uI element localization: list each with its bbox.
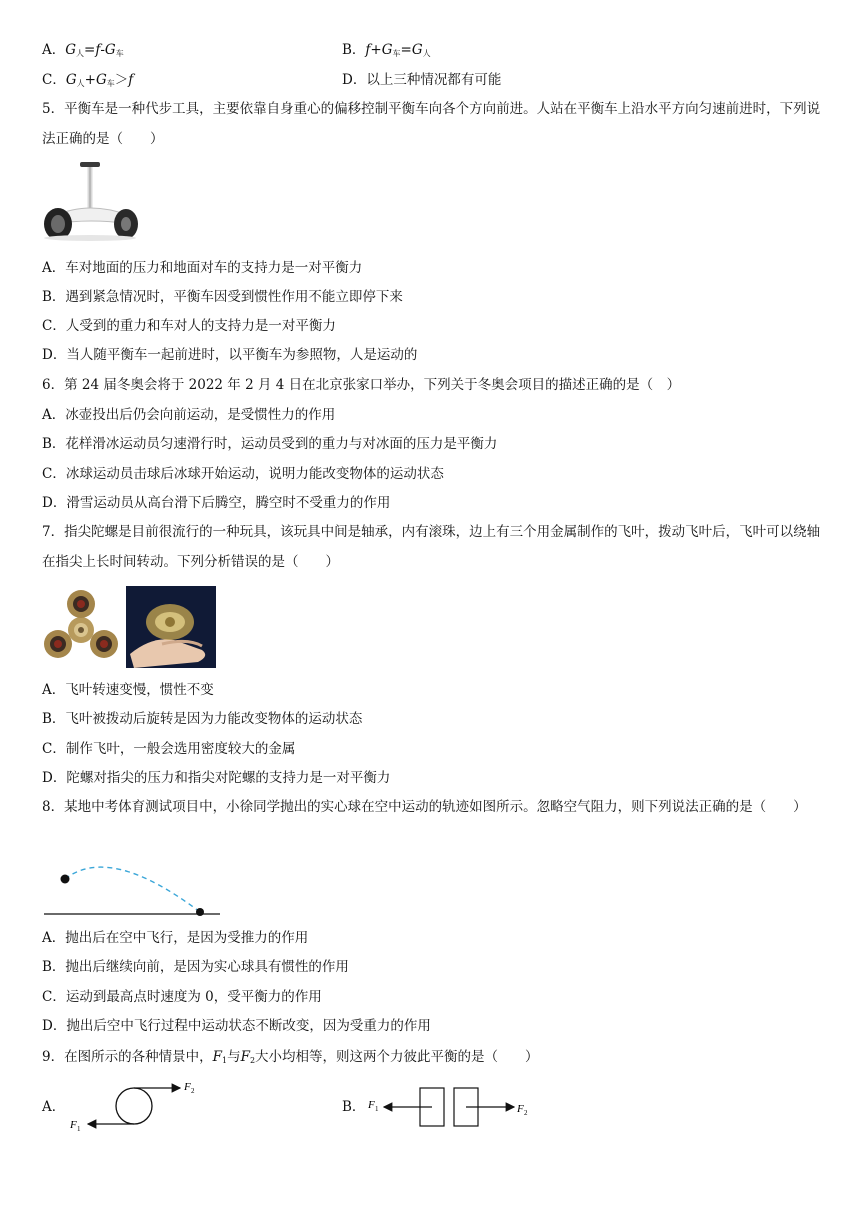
- q5-option-b[interactable]: B．遇到紧急情况时，平衡车因受到惯性作用不能立即停下来: [42, 289, 403, 305]
- q8-option-d[interactable]: D．抛出后空中飞行过程中运动状态不断改变，因为受重力的作用: [42, 1018, 431, 1034]
- q6-stem: 6．第 24 届冬奥会将于 2022 年 2 月 4 日在北京张家口举办，下列关于冬奥会项目的描述正确的是（ ）: [42, 377, 681, 393]
- q7-option-d[interactable]: D．陀螺对指尖的压力和指尖对陀螺的支持力是一对平衡力: [42, 770, 391, 786]
- pulley-wheel: [116, 1088, 152, 1124]
- q8-option-b[interactable]: B．抛出后继续向前，是因为实心球具有惯性的作用: [42, 959, 349, 975]
- label-f2-sub: 2: [191, 1087, 195, 1095]
- q9-option-a-label[interactable]: A．: [42, 1099, 66, 1115]
- label-f1: F: [70, 1119, 77, 1131]
- q6-option-c[interactable]: C．冰球运动员击球后冰球开始运动，说明力能改变物体的运动状态: [42, 466, 444, 482]
- q6-option-a[interactable]: A．冰壶投出后仍会向前运动，是受惯性力的作用: [42, 407, 336, 423]
- q4-option-c[interactable]: C．$G_人+G_车>f$: [42, 72, 134, 88]
- ball-start: [61, 875, 70, 884]
- trajectory-curve: [65, 867, 200, 912]
- label-f1-sub: 1: [77, 1125, 81, 1133]
- shot-put-trajectory-figure: [40, 852, 224, 920]
- q5-option-d[interactable]: D．当人随平衡车一起前进时，以平衡车为参照物，人是运动的: [42, 347, 418, 363]
- balance-scooter-image: [40, 158, 142, 244]
- q5-option-c[interactable]: C．人受到的重力和车对人的支持力是一对平衡力: [42, 318, 336, 334]
- q8-option-a[interactable]: A．抛出后在空中飞行，是因为受推力的作用: [42, 930, 309, 946]
- label-f1-sub: 1: [375, 1105, 379, 1113]
- q5-option-a[interactable]: A．车对地面的压力和地面对车的支持力是一对平衡力: [42, 260, 363, 276]
- q5-stem: 5．平衡车是一种代步工具，主要依靠自身重心的偏移控制平衡车向各个方向前进。人站在平衡车上沿水平方向匀速前进时，下列说法正确的是（ ）: [42, 101, 821, 147]
- q4-option-a[interactable]: A．$G_人=f-G_车$: [42, 42, 124, 58]
- q4-option-d[interactable]: D．以上三种情况都有可能: [342, 72, 502, 88]
- q6-option-d[interactable]: D．滑雪运动员从高台滑下后腾空，腾空时不受重力的作用: [42, 495, 391, 511]
- q9-option-b-label[interactable]: B．: [342, 1099, 366, 1115]
- q6-option-b[interactable]: B．花样滑冰运动员匀速滑行时，运动员受到的重力与对冰面的压力是平衡力: [42, 436, 498, 452]
- spinning-hand-photo: [126, 586, 216, 668]
- q7-option-c[interactable]: C．制作飞叶，一般会选用密度较大的金属: [42, 741, 296, 757]
- q7-stem: 7．指尖陀螺是目前很流行的一种玩具，该玩具中间是轴承，内有滚珠，边上有三个用金属制作的飞叶，拨动飞叶后，飞叶可以绕轴在指尖上长时间转动。下列分析错误的是（ ）: [42, 524, 821, 570]
- q8-stem: 8．某地中考体育测试项目中，小徐同学抛出的实心球在空中运动的轨迹如图所示。忽略空气阻力，则下列说法正确的是（ ）: [42, 799, 807, 815]
- ball-landing: [196, 908, 204, 916]
- q7-option-a[interactable]: A．飞叶转速变慢，惯性不变: [42, 682, 214, 698]
- q7-option-b[interactable]: B．飞叶被拨动后旋转是因为力能改变物体的运动状态: [42, 711, 363, 727]
- q4-option-b[interactable]: B．$f+G_车=G_人$: [342, 42, 431, 58]
- q9-figure-a: [64, 1076, 208, 1134]
- fidget-spinner-images: [42, 584, 218, 670]
- fidget-spinner-photo: [42, 584, 120, 670]
- q9-figure-b: [364, 1082, 536, 1132]
- label-f2-sub: 2: [524, 1109, 528, 1117]
- q9-stem: 9．在图所示的各种情景中，$F_1$与$F_2$大小均相等，则这两个力彼此平衡的是（ ）: [42, 1049, 539, 1065]
- label-f1: F: [368, 1099, 375, 1111]
- label-f2: F: [517, 1103, 524, 1115]
- q8-option-c[interactable]: C．运动到最高点时速度为 0，受平衡力的作用: [42, 989, 322, 1005]
- label-f2: F: [184, 1081, 191, 1093]
